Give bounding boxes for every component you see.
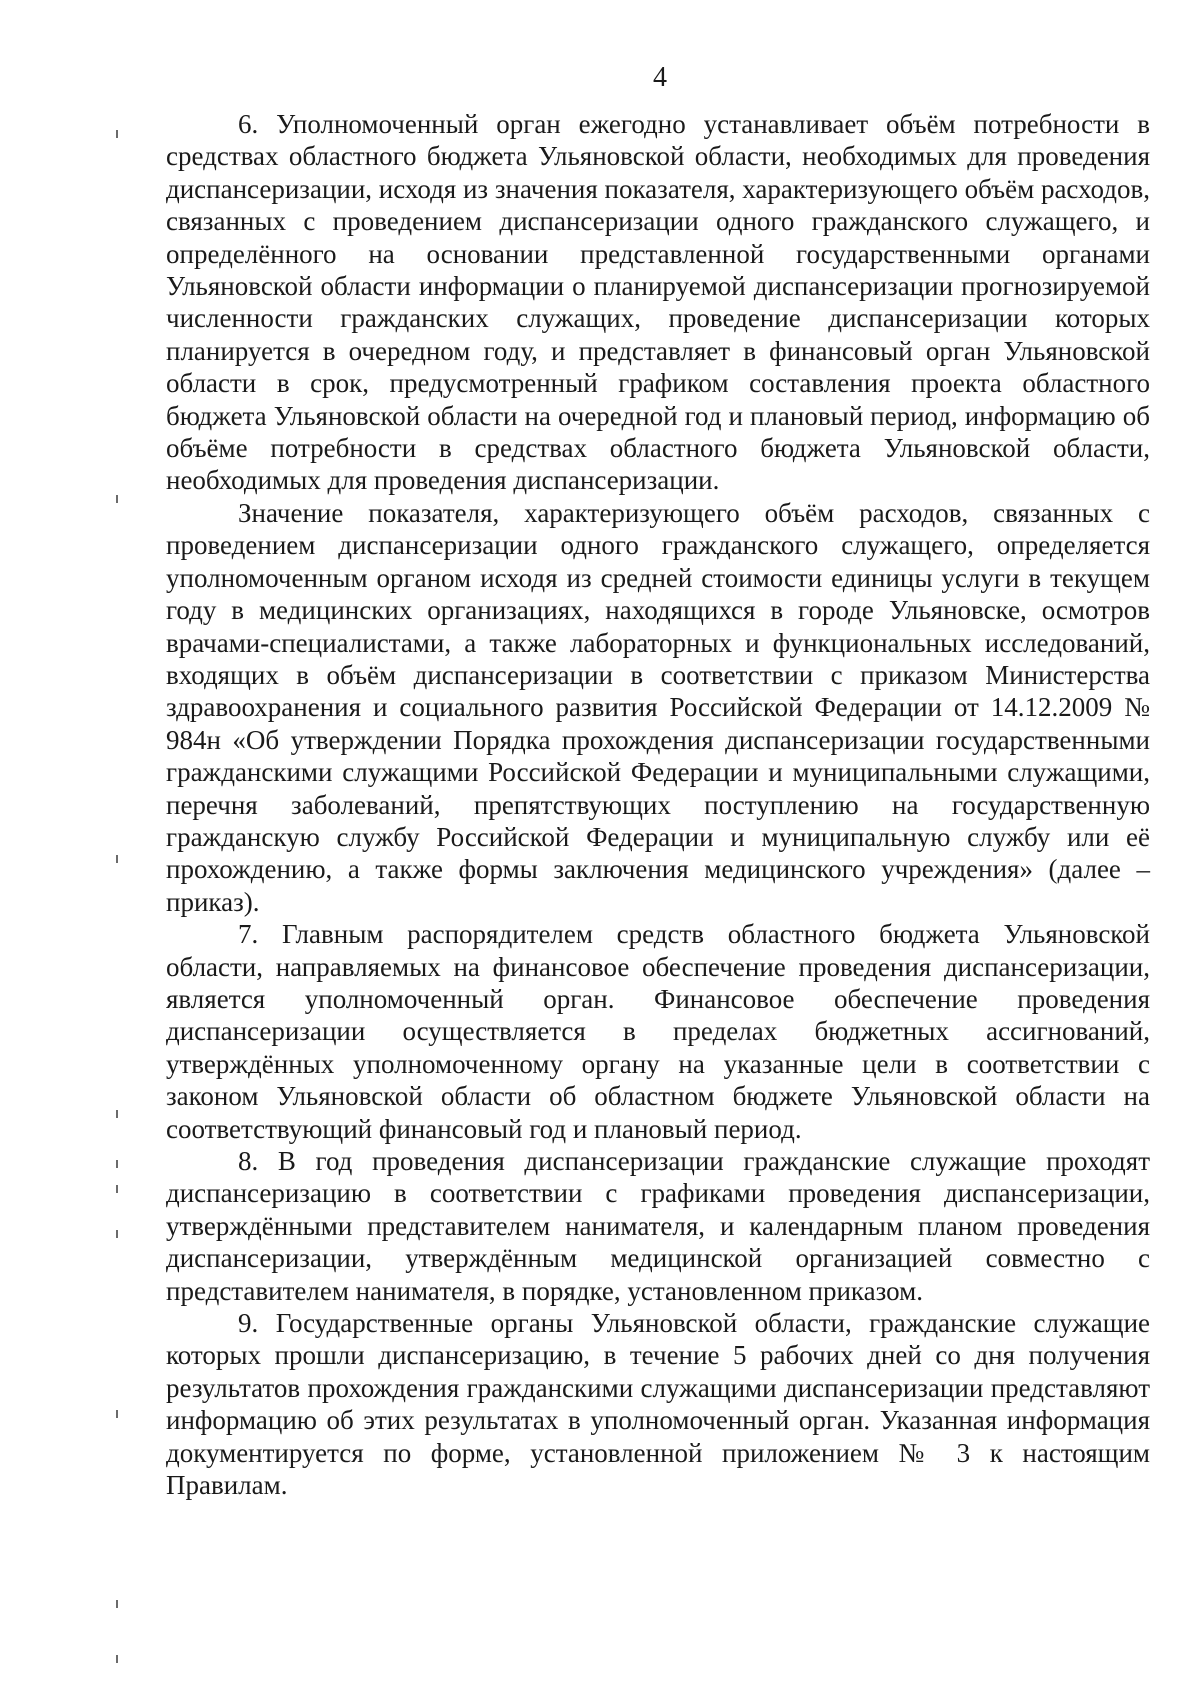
scan-mark: [116, 855, 118, 863]
paragraph-item-7: 7. Главным распорядителем средств областного бюджета Ульяновской области, направляемых на финансовое обеспечение проведения диспансеризации, является уполномоченный орган. Финансовое обеспечение проведения диспансеризации осуществляется в пределах бюджетных ассигнований, утверждённых уполномоченному органу на указанные цели в соответствии с законом Ульяновской области об областном бюджете Ульяновской области на соответствующий финансовый год и плановый период.: [166, 919, 1150, 1144]
scan-mark: [116, 1185, 118, 1193]
paragraph-item-8: 8. В год проведения диспансеризации гражданские служащие проходят диспансеризацию в соответствии с графиками проведения диспансеризации, утверждёнными представителем нанимателя, и календарным планом проведения диспансеризации, утверждённым медицинской организацией совместно с представителем нанимателя, в порядке, установленном приказом.: [166, 1146, 1150, 1306]
scan-mark: [116, 1110, 118, 1118]
paragraph-item-9: 9. Государственные органы Ульяновской области, гражданские служащие которых прошли диспансеризацию, в течение 5 рабочих дней со дня получения результатов прохождения гражданскими служащими диспансеризации представляют информацию об этих результатах в уполномоченный орган. Указанная информация документируется по форме, установленной приложением № 3 к настоящим Правилам.: [166, 1308, 1150, 1501]
scan-mark: [116, 1655, 118, 1663]
scan-mark: [116, 1410, 118, 1418]
scan-mark: [116, 1600, 118, 1608]
page-number: 4: [653, 62, 667, 93]
scan-mark: [116, 130, 118, 138]
scan-mark: [116, 1230, 118, 1238]
document-body: [166, 108, 1150, 1501]
scan-mark: [116, 495, 118, 503]
paragraph-item-6: 6. Уполномоченный орган ежегодно устанавливает объём потребности в средствах областного бюджета Ульяновской области, необходимых для проведения диспансеризации, исходя из значения показателя, характеризующего объём расходов, связанных с проведением диспансеризации одного гражданского служащего, и определённого на основании представленной государственными органами Ульяновской области информации о планируемой диспансеризации прогнозируемой численности гражданских служащих, проведение диспансеризации которых планируется в очередном году, и представляет в финансовый орган Ульяновской области в срок, предусмотренный графиком составления проекта областного бюджета Ульяновской области на очередной год и плановый период, информацию об объёме потребности в средствах областного бюджета Ульяновской области, необходимых для проведения диспансеризации.: [166, 109, 1150, 496]
scan-mark: [116, 1160, 118, 1168]
paragraph-indicator-value: Значение показателя, характеризующего объём расходов, связанных с проведением диспансеризации одного гражданского служащего, определяется уполномоченным органом исходя из средней стоимости единицы услуги в текущем году в медицинских организациях, находящихся в городе Ульяновске, осмотров врачами-специалистами, а также лабораторных и функциональных исследований, входящих в объём диспансеризации в соответствии с приказом Министерства здравоохранения и социального развития Российской Федерации от 14.12.2009 № 984н «Об утверждении Порядка прохождения диспансеризации государственными гражданскими служащими Российской Федерации и муниципальными служащими, перечня заболеваний, препятствующих поступлению на государственную гражданскую службу Российской Федерации и муниципальную службу или её прохождению, а также формы заключения медицинского учреждения» (далее – приказ).: [166, 497, 1150, 917]
